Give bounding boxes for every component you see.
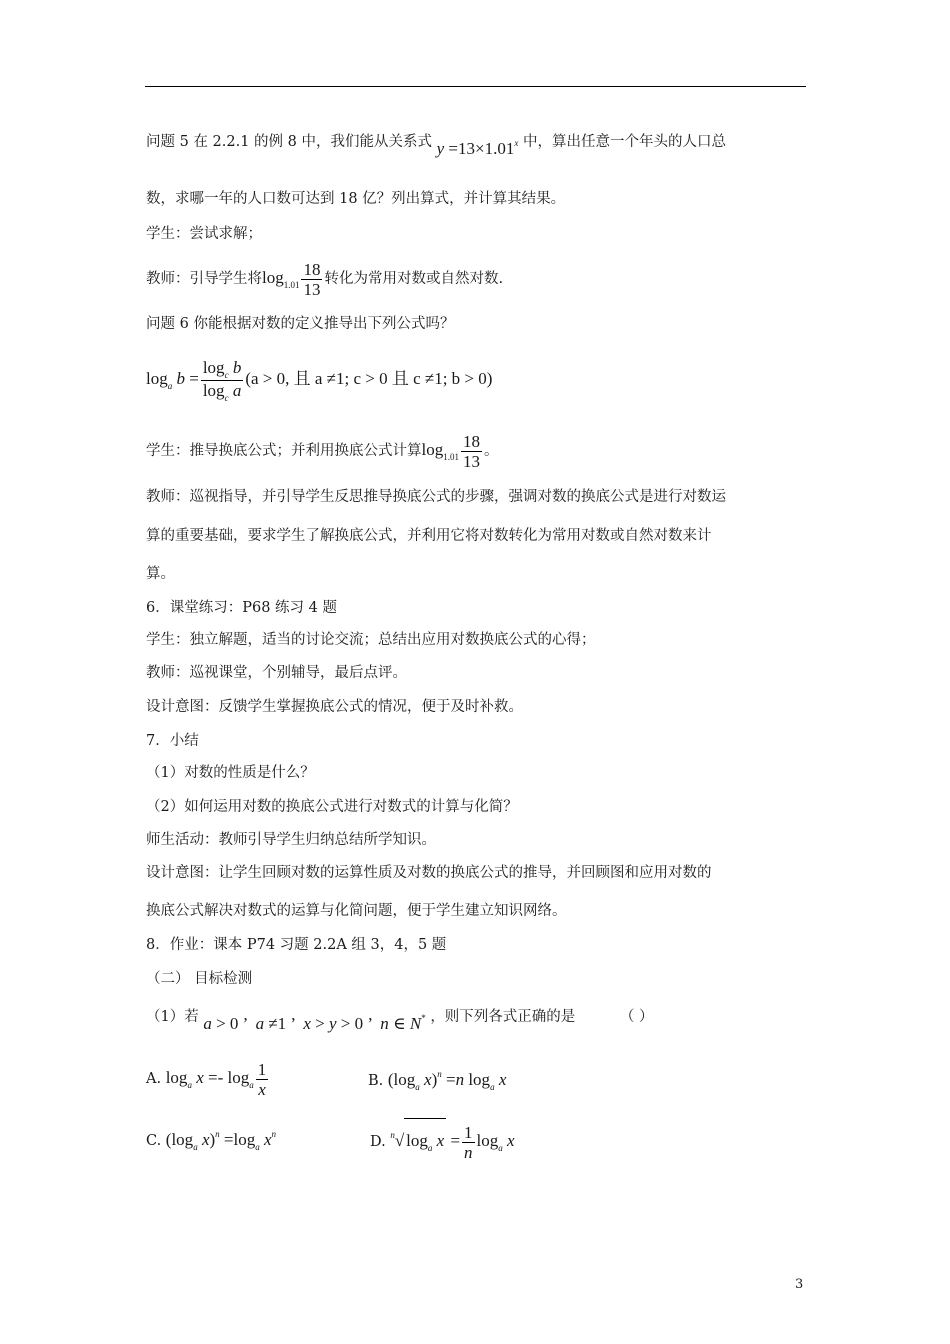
question-6: 问题 6 你能根据对数的定义推导出下列公式吗？	[146, 316, 455, 332]
design-intent-2-line2: 换底公式解决对数式的运算与化简问题，便于学生建立知识网络。	[146, 903, 567, 919]
section-7-heading: 7．小结	[146, 733, 199, 749]
option-d: D. $^n$√ $\log_a x$ = $\frac{1}{n}$ $\log_a x$	[370, 1118, 515, 1165]
student-derive-post: 。	[483, 443, 499, 459]
q5-text-post: 中，算出任意一个年头的人口总	[522, 134, 726, 150]
option-d-label: D.	[370, 1134, 386, 1150]
formula-conditions: (a > 0, 且 a ≠1; c > 0 且 c ≠1; b > 0)	[245, 369, 493, 388]
exercise-1-conditions: a > 0 ’ a ≠1 ’ x > y > 0 ’ n ∈ N*	[203, 1013, 426, 1033]
exercise-1-line	[146, 1001, 654, 1033]
header-rule	[145, 86, 806, 87]
fraction-18-13-b: $\frac{18}{13}$	[462, 431, 480, 471]
student-solve: 学生：独立解题，适当的讨论交流；总结出应用对数换底公式的心得；	[146, 632, 596, 648]
option-a-label: A.	[146, 1071, 162, 1087]
q5-text-pre: 问题 5 在 2.2.1 的例 8 中，我们能从关系式	[146, 134, 432, 150]
page-number: 3	[795, 1277, 804, 1292]
teacher-student-activity: 师生活动：教师引导学生归纳总结所学知识。	[146, 832, 436, 848]
exercise-1-pre: （1）若	[146, 1009, 199, 1025]
part-2-heading: （二） 目标检测	[146, 971, 253, 987]
teacher-review-line3: 算。	[146, 566, 175, 582]
student-attempt: 学生：尝试求解；	[146, 226, 262, 242]
student-derive-pre: 学生：推导换底公式；并利用换底公式计算	[146, 443, 422, 459]
change-of-base-formula: $\log_a b$ = $\frac{\log_c b}{\log_c a}$ (a > 0, 且 a ≠1; c > 0 且 c ≠1; b > 0)	[146, 357, 493, 403]
teacher-review-line1: 教师：巡视指导，并引导学生反思推导换底公式的步骤，强调对数的换底公式是进行对数运	[146, 489, 726, 505]
teacher-guide-line	[146, 258, 503, 300]
teacher-guide-post: 转化为常用对数或自然对数.	[324, 271, 504, 287]
fraction-18-13: $\frac{18}{13}$	[303, 259, 321, 299]
option-b-label: B.	[368, 1073, 384, 1089]
q5-line2: 数，求哪一年的人口数可达到 18 亿？列出算式，并计算其结果。	[146, 191, 566, 207]
formula-population: $y =13\times 1.01^x$	[436, 138, 519, 158]
design-intent-1: 设计意图：反馈学生掌握换底公式的情况，便于及时补救。	[146, 699, 523, 715]
design-intent-2-line1: 设计意图：让学生回顾对数的运算性质及对数的换底公式的推导，并回顾图和应用对数的	[146, 865, 712, 881]
q5-line1	[146, 131, 726, 158]
answer-blank: （ ）	[619, 1009, 654, 1025]
student-derive-line: 学生：推导换底公式；并利用换底公式计算$\log_{1.01}$ $\frac{18}{13}$ 。	[146, 431, 499, 471]
section-6-heading: 6．课堂练习：P68 练习 4 题	[146, 600, 337, 616]
exercise-1-post: ，则下列各式正确的是	[430, 1009, 576, 1025]
teacher-guide-pre: 教师：引导学生将	[146, 271, 262, 287]
summary-question-2: （2）如何运用对数的换底公式进行对数式的计算与化简？	[146, 799, 518, 815]
option-b: B. ($\log_a$ x)$^n$ =n $\log_a x$	[368, 1069, 507, 1092]
summary-question-1: （1）对数的性质是什么？	[146, 765, 315, 781]
option-c-label: C.	[146, 1133, 162, 1149]
section-8-homework: 8．作业：课本 P74 习题 2.2A 组 3，4，5 题	[146, 937, 447, 953]
option-a: A. $\log_a x =- \log_a$ $\frac{1}{x}$	[146, 1059, 267, 1099]
formula-fraction: $\frac{\log_c b}{\log_c a}$	[202, 357, 242, 403]
formula-log-18-13: $\log_{1.01}$	[262, 268, 300, 290]
teacher-review-line2: 算的重要基础，要求学生了解换底公式，并利用它将对数转化为常用对数或自然对数来计	[146, 528, 712, 544]
teacher-patrol: 教师：巡视课堂，个别辅导，最后点评。	[146, 665, 407, 681]
option-c: C. ($\log_a$ $x)^n =\log_a$ $x^n$	[146, 1129, 277, 1152]
